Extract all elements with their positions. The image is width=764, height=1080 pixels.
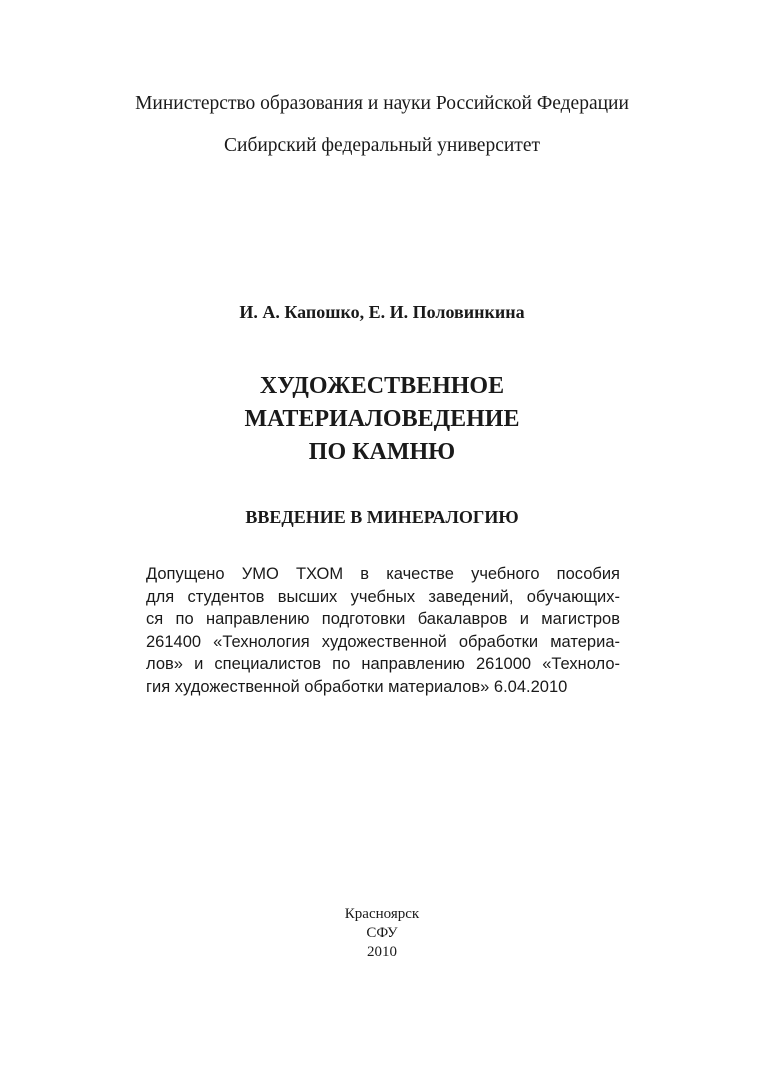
imprint-year: 2010 xyxy=(367,944,397,960)
imprint-city: Красноярск xyxy=(344,906,420,922)
book-title xyxy=(0,370,764,469)
approval-line: для студентов высших учебных заведений, обучающих- xyxy=(146,587,620,606)
approval-line: лов» и специалистов по направлению 261000 «Техноло- xyxy=(146,655,620,673)
book-title-line: ПО КАМНЮ xyxy=(308,439,456,465)
book-subtitle: ВВЕДЕНИЕ В МИНЕРАЛОГИЮ xyxy=(245,507,519,527)
ministry-name: Министерство образования и науки Российской Федерации xyxy=(135,93,629,114)
university-name: Сибирский федеральный университет xyxy=(224,135,540,156)
authors: И. А. Капошко, Е. И. Половинкина xyxy=(239,302,525,322)
approval-line: гия художественной обработки материалов» 6.04.2010 xyxy=(146,677,568,696)
approval-line: Допущено УМО ТХОМ в качестве учебного пособия xyxy=(146,565,620,583)
approval-statement xyxy=(146,563,620,698)
approval-line: 261400 «Технология художественной обработки материа- xyxy=(146,632,620,651)
imprint-publisher: СФУ xyxy=(366,925,398,941)
book-title-line: ХУДОЖЕСТВЕННОЕ xyxy=(259,373,505,399)
book-title-line: МАТЕРИАЛОВЕДЕНИЕ xyxy=(244,406,520,432)
approval-line: ся по направлению подготовки бакалавров и магистров xyxy=(146,610,620,628)
imprint xyxy=(0,905,764,962)
